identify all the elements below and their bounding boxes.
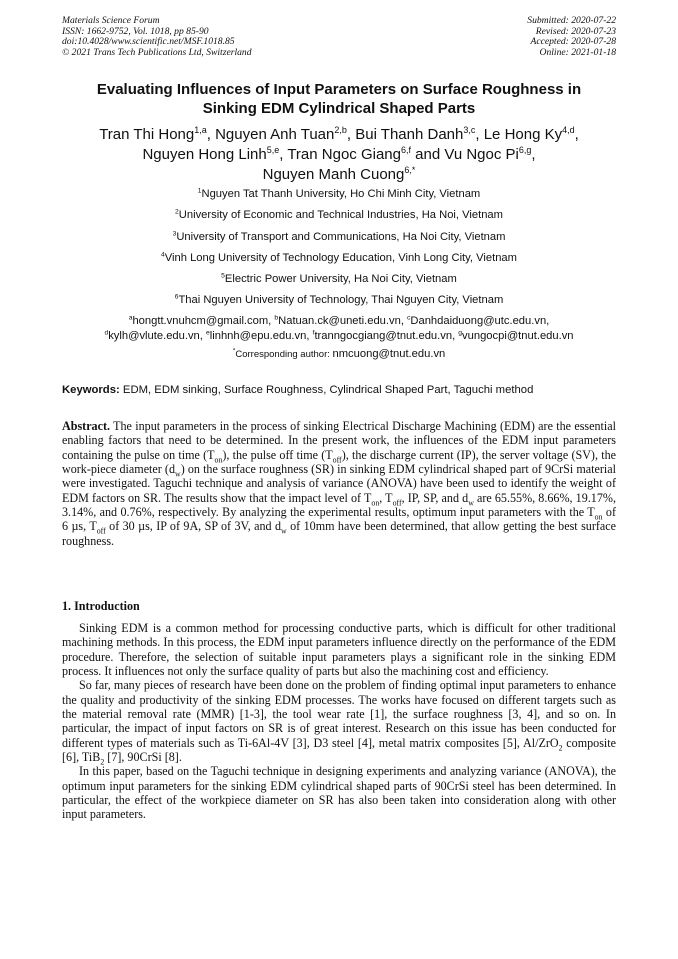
accepted-date: Accepted: 2020-07-28: [530, 36, 616, 48]
author-name: Nguyen Manh Cuong: [262, 166, 405, 183]
affiliation-number: 3: [172, 229, 177, 237]
email-address: vungocpi@tnut.edu.vn: [462, 330, 574, 342]
revised-date: Revised: 2020-07-23: [535, 25, 616, 37]
journal-info: [62, 16, 252, 58]
author-separator: ,: [279, 146, 288, 163]
affiliation-text: University of Transport and Communications, Ha Noi City, Vietnam: [176, 230, 506, 243]
subscript: on: [371, 498, 380, 508]
text-run: ), the pulse off time (T: [222, 447, 333, 462]
author-affiliation-mark: 1,a: [194, 125, 207, 135]
subscript: off: [392, 498, 402, 508]
email-address: Danhdaiduong@utc.edu.vn,: [410, 315, 550, 327]
abstract-body: [62, 419, 616, 548]
author-separator: ,: [475, 126, 484, 143]
copyright-line: © 2021 Trans Tech Publications Ltd, Switzerland: [62, 46, 252, 58]
subscript: 2: [100, 757, 105, 767]
author-affiliation-mark: 2,b: [334, 125, 347, 135]
author-name: Tran Ngoc Giang: [287, 146, 401, 163]
affiliation-list: [40, 186, 638, 314]
body-paragraph: [62, 678, 616, 767]
keywords-label: Keywords:: [62, 384, 120, 396]
email-mark: c: [407, 314, 411, 322]
corresponding-mark: *: [232, 347, 236, 355]
email-mark: a: [128, 314, 133, 322]
affiliation: [40, 250, 638, 271]
text-run: [7], 90CrSi [8].: [104, 750, 182, 765]
author-name: Nguyen Hong Linh: [142, 146, 267, 163]
journal-name: Materials Science Forum: [62, 15, 160, 26]
subscript: on: [594, 512, 603, 522]
text-run: are 65.55%, 8.66%, 19.17%, 3.14%, and 0.76%, respectively. By analyzing the experimental results, optimum input parameters with the T: [62, 490, 616, 520]
affiliation-number: 6: [174, 293, 179, 301]
affiliation-text: Thai Nguyen University of Technology, Thai Nguyen City, Vietnam: [178, 294, 504, 307]
email-address: linhnh@epu.edu.vn,: [209, 330, 313, 342]
author-list: [40, 125, 638, 185]
affiliation-number: 4: [161, 251, 165, 259]
text-run: In this paper, based on the Taguchi technique in designing experiments and analyzing variance (ANOVA), the optimum input parameters for the sinking EDM cylindrical shaped parts of 90CrSi steel has been determined. In particular, the effect of the workpiece diameter on SR has also been taken into consideration along with other input parameters.: [62, 764, 616, 822]
abstract: [62, 419, 616, 548]
email-address: hongtt.vnuhcm@gmail.com,: [132, 315, 275, 327]
author-affiliation-mark: 5,e: [266, 145, 280, 155]
subscript: on: [214, 455, 223, 465]
author-affiliation-mark: 3,c: [463, 125, 476, 135]
corresponding-email: nmcuong@tnut.edu.vn: [332, 348, 446, 360]
submitted-date: Submitted: 2020-07-22: [527, 15, 616, 26]
author-affiliation-mark: 6,g: [518, 145, 532, 155]
author-name: Tran Thi Hong: [99, 126, 195, 143]
text-run: Sinking EDM is a common method for processing conductive parts, which is difficult for other traditional machining methods. In this process, the EDM input parameters influence directly on the performance of the EDM procedure. Therefore, the selection of suitable input parameters plays a significant role in the sinking EDM process. It influences not only the surface quality of parts but also the machining cost and efficiency.: [62, 621, 616, 679]
email-mark: g: [458, 329, 463, 337]
author-affiliation-mark: 4,d: [562, 125, 575, 135]
text-run: The input parameters in the process of sinking Electrical Discharge Machining (EDM) are the essential enabling factors that need to be determined. In the present work, the influences of the EDM input parameters containing the pulse on time (T: [62, 419, 616, 462]
affiliation: [40, 271, 638, 292]
author-separator: ,: [206, 126, 216, 143]
affiliation-text: Nguyen Tat Thanh University, Ho Chi Minh City, Vietnam: [201, 188, 481, 200]
text-run: So far, many pieces of research have been done on the problem of finding optimal input parameters to enhance the quality and productivity of the sinking EDM processes. The works have focused on different targets such as the material removal rate (MMR) [1-3], the tool wear rate [1], the surface roughness [3, 4], and so on. In particular, the impact of input factors on SR is of great interest. Research on this issue has been conducted for different types of materials such as Ti-6Al-4V [3], D3 steel [4], metal matrix composites [5], Al/ZrO: [62, 678, 616, 750]
doi-line: doi:10.4028/www.scientific.net/MSF.1018.85: [62, 36, 235, 48]
keywords-text: EDM, EDM sinking, Surface Roughness, Cylindrical Shaped Part, Taguchi method: [119, 384, 534, 396]
submission-dates: [527, 16, 616, 58]
text-run: composite [6], TiB: [62, 735, 616, 765]
affiliation: [40, 207, 638, 228]
online-date: Online: 2021-01-18: [539, 46, 616, 58]
subscript: w: [175, 469, 181, 479]
corresponding-label: Corresponding author:: [235, 349, 333, 360]
affiliation-text: Vinh Long University of Technology Education, Vinh Long City, Vietnam: [164, 251, 517, 264]
corresponding-author: [40, 348, 638, 360]
subscript: w: [468, 498, 474, 508]
author-name: Le Hong Ky: [483, 126, 563, 143]
subscript: off: [96, 526, 106, 536]
email-address: kylh@vlute.edu.vn,: [108, 330, 207, 342]
email-address: tranngocgiang@tnut.edu.vn,: [314, 330, 459, 342]
affiliation: [40, 186, 638, 207]
affiliation-text: University of Economic and Technical Industries, Ha Noi, Vietnam: [178, 209, 503, 222]
email-mark: b: [274, 314, 279, 322]
author-separator: and: [411, 146, 445, 163]
abstract-label: Abstract.: [62, 419, 111, 433]
issn-line: ISSN: 1662-9752, Vol. 1018, pp 85-90: [62, 25, 209, 37]
affiliation-number: 1: [197, 187, 202, 195]
email-mark: f: [312, 329, 315, 337]
author-name: Vu Ngoc Pi: [444, 146, 519, 163]
text-run: of 30 µs, IP of 9A, SP of 3V, and d: [105, 519, 282, 534]
author-line: [40, 165, 638, 185]
affiliation-number: 2: [175, 208, 179, 216]
text-run: of 6 µs, T: [62, 505, 616, 534]
text-run: ), the discharge current (IP), the server voltage (SV), the work-piece diameter (d: [62, 447, 616, 477]
email-line: [40, 329, 638, 344]
subscript: w: [281, 526, 287, 536]
author-line: [40, 145, 638, 165]
author-separator: ,: [531, 146, 536, 163]
author-line: [40, 125, 638, 145]
title-line: Sinking EDM Cylindrical Shaped Parts: [202, 100, 476, 117]
email-mark: e: [206, 329, 210, 337]
author-name: Nguyen Anh Tuan: [215, 126, 335, 143]
affiliation: [40, 229, 638, 250]
text-run: , IP, SP, and d: [401, 490, 469, 505]
author-separator: ,: [574, 126, 579, 143]
email-line: [40, 314, 638, 329]
subscript: 2: [558, 743, 563, 753]
text-run: , T: [379, 490, 393, 505]
email-address: Natuan.ck@uneti.edu.vn,: [278, 315, 408, 327]
author-separator: ,: [346, 126, 356, 143]
email-mark: d: [104, 329, 109, 337]
section-heading: 1. Introduction: [62, 599, 140, 613]
affiliation-text: Electric Power University, Ha Noi City, Vietnam: [224, 273, 457, 286]
author-name: Bui Thanh Danh: [355, 126, 464, 143]
text-run: of 10mm have been determined, that allow getting the best surface roughness.: [62, 519, 616, 548]
author-affiliation-mark: 6,f: [400, 145, 411, 155]
email-list: [40, 314, 638, 344]
keywords: [62, 384, 616, 396]
body-paragraph: [62, 764, 616, 821]
paper-title: [40, 80, 638, 118]
author-affiliation-mark: 6,*: [404, 165, 416, 175]
subscript: off: [332, 455, 342, 465]
text-run: ) on the surface roughness (SR) in sinking EDM cylindrical shaped part of 9CrSi material were investigated. Taguchi technique and analysis of variance (ANOVA) have been used to identify the weight of EDM factors on SR. The results show that the impact level of T: [62, 462, 616, 505]
affiliation-number: 5: [221, 272, 225, 280]
body-paragraph: [62, 621, 616, 678]
title-line: Evaluating Influences of Input Parameters on Surface Roughness in: [96, 81, 582, 98]
introduction-body: [62, 621, 616, 822]
affiliation: [40, 292, 638, 313]
